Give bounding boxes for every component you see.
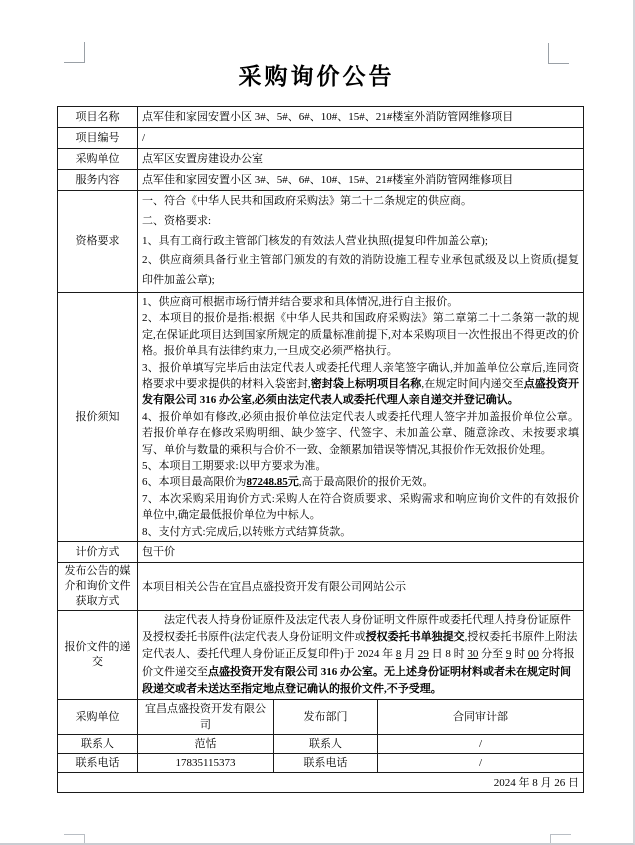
note-item: 1、供应商可根据市场行情并结合要求和具体情况,进行自主报价。 [142, 295, 459, 308]
row-contact-person [58, 735, 584, 754]
qualification-item: 2、供应商须具备行业主管部门颁发的有效的消防设施工程专业承包贰级及以上资质(提复印件加盖公章); [142, 254, 579, 287]
value-purchase-unit: 宜昌点盛投资开发有限公司 [138, 700, 274, 735]
submission-paragraph: 法定代表人持身份证原件及法定代表人身份证明文件原件或委托代理人持身份证原件及授权委托书原件(法定代表人身份证明文件或授权委托书单独提交,授权委托书原件上附法定代表人、委托代理人身份证正反复印件)于 2024 年 8 月 29 日 8 时 30 分至 9 时 00 分将报价文件递交至点盛投资开发有限公司 316 办公室。无上述身份证明材料或者未在规定时间段递交或者未送达至指定地点登记确认的报价文件,不予受理。 [142, 614, 578, 695]
value-contact-person-right: / [378, 735, 584, 754]
announcement-table [57, 106, 584, 793]
row-quotation-notes [58, 292, 584, 541]
label-project-no: 项目编号 [58, 128, 138, 149]
label-issuing-dept: 发布部门 [274, 700, 378, 735]
label-service: 服务内容 [58, 170, 138, 191]
label-contact-phone-right: 联系电话 [274, 754, 378, 773]
value-issuing-dept: 合同审计部 [378, 700, 584, 735]
row-submission [58, 611, 584, 700]
label-purchaser: 采购单位 [58, 149, 138, 170]
margin-crop-mark-bottom-right [550, 834, 571, 845]
value-quotation-notes [138, 292, 584, 541]
row-purchaser [58, 149, 584, 170]
value-pricing-method: 包干价 [138, 542, 584, 563]
value-contact-phone-right: / [378, 754, 584, 773]
note-item: 6、本项目最高限价为87248.85元,高于最高限价的报价无效。 [142, 476, 434, 489]
row-qualification [58, 191, 584, 293]
value-submission [138, 611, 584, 700]
row-project-name [58, 107, 584, 128]
qualification-item: 1、具有工商行政主管部门核发的有效法人营业执照(提复印件加盖公章); [142, 234, 488, 247]
value-announcement-media: 本项目相关公告在宜昌点盛投资开发有限公司网站公示 [138, 563, 584, 611]
value-contact-person-left: 范恬 [138, 735, 274, 754]
qualification-item: 一、符合《中华人民共和国政府采购法》第二十二条规定的供应商。 [142, 195, 472, 207]
row-contact-unit [58, 700, 584, 735]
note-item: 2、本项目的报价是指:根据《中华人民共和国政府采购法》第二章第二十二条第一款的规定,在保证此项目达到国家所规定的质量标准前提下,对本采购项目一次性报出不得更改的价格。报价单具有法律约束力,一旦成交必须严格执行。 [142, 312, 579, 358]
row-service [58, 170, 584, 191]
label-submission: 报价文件的递交 [58, 611, 138, 700]
row-announcement-media [58, 563, 584, 611]
label-contact-person-right: 联系人 [274, 735, 378, 754]
row-pricing-method [58, 542, 584, 563]
announcement-date: 2024 年 8 月 26 日 [58, 773, 584, 793]
note-item: 3、报价单填写完毕后由法定代表人或委托代理人亲笔签字确认,并加盖单位公章后,连同资格要求中要求提供的材料入袋密封,密封袋上标明项目名称,在规定时间内递交至点盛投资开发有限公司 316 办公室,必须由法定代表人或委托代理人亲自递交并登记确认。 [142, 361, 579, 407]
label-contact-phone-left: 联系电话 [58, 754, 138, 773]
value-project-name: 点军佳和家园安置小区 3#、5#、6#、10#、15#、21#楼室外消防管网维修项目 [138, 107, 584, 128]
label-quotation-notes: 报价须知 [58, 292, 138, 541]
label-contact-person-left: 联系人 [58, 735, 138, 754]
label-pricing-method: 计价方式 [58, 542, 138, 563]
page-title: 采购询价公告 [238, 64, 395, 89]
value-service: 点军佳和家园安置小区 3#、5#、6#、10#、15#、21#楼室外消防管网维修项目 [138, 170, 584, 191]
row-project-no [58, 128, 584, 149]
label-qualification: 资格要求 [58, 191, 138, 293]
note-item: 5、本项目工期要求:以甲方要求为准。 [142, 460, 327, 473]
value-contact-phone-left: 17835115373 [138, 754, 274, 773]
note-item: 7、本次采购采用询价方式:采购人在符合资质要求、采购需求和响应询价文件的有效报价单位中,确定最低报价单位为中标人。 [142, 492, 579, 522]
value-project-no: / [138, 128, 584, 149]
qualification-item: 二、资格要求: [142, 214, 212, 227]
row-date [58, 773, 584, 793]
margin-crop-mark-bottom-left [64, 834, 85, 845]
note-item: 4、报价单如有修改,必须由报价单位法定代表人或委托代理人签字并加盖报价单位公章。若报价单存在修改采购明细、缺少签字、代签字、未加盖公章、随意涂改、未按要求填写、单价与数量的乘积与合价不一致、金额累加错误等情况,其报价作无效报价处理。 [142, 410, 579, 456]
value-qualification [138, 191, 584, 293]
label-project-name: 项目名称 [58, 107, 138, 128]
label-announcement-media: 发布公告的媒介和询价文件获取方式 [58, 563, 138, 611]
value-purchaser: 点军区安置房建设办公室 [138, 149, 584, 170]
row-contact-phone [58, 754, 584, 773]
label-purchase-unit: 采购单位 [58, 700, 138, 735]
note-item: 8、支付方式:完成后,以转账方式结算货款。 [142, 525, 352, 538]
